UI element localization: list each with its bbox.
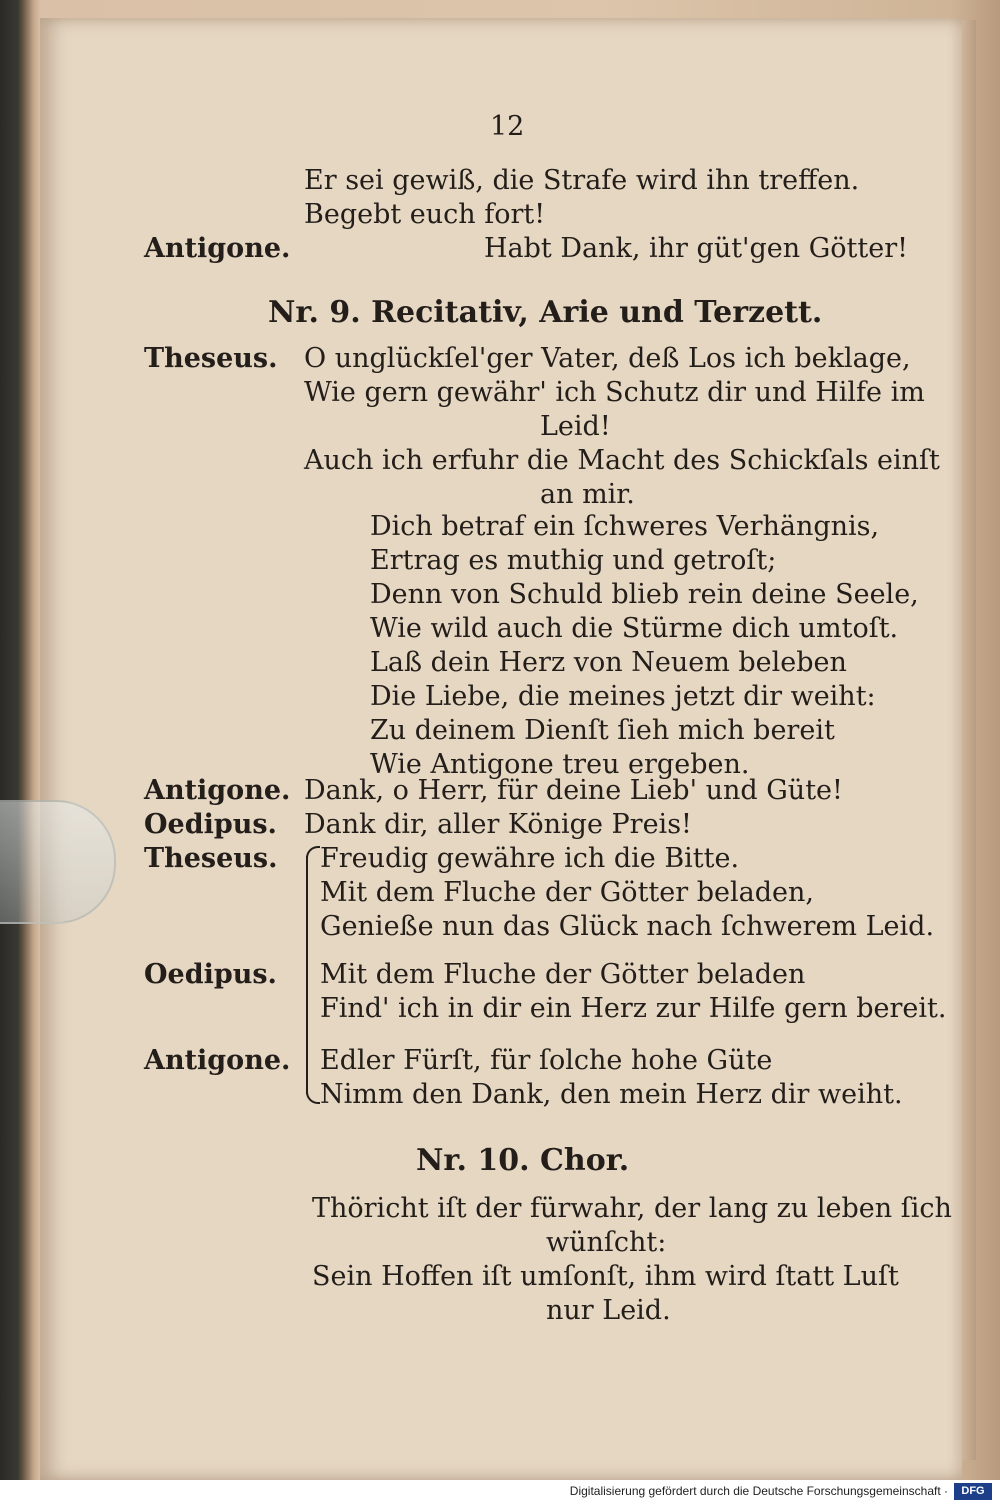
speaker-label: Oedipus. [144, 809, 277, 840]
text-line: O unglückſel'ger Vater, deß Los ich beklage, [304, 343, 911, 374]
speaker-label: Oedipus. [144, 959, 277, 990]
text-line: Dank, o Herr, für deine Lieb' und Güte! [304, 775, 843, 806]
page-edge [962, 20, 976, 1460]
dfg-logo: DFG [954, 1483, 992, 1500]
speaker-label: Antigone. [144, 233, 291, 264]
text-line: Wie Antigone treu ergeben. [370, 749, 750, 780]
text-line: Er sei gewiß, die Strafe wird ihn treffen. [304, 165, 860, 196]
text-line: wünſcht: [546, 1227, 667, 1258]
speaker-label: Antigone. [144, 1045, 291, 1076]
speaker-label: Antigone. [144, 775, 291, 806]
text-line: Edler Fürſt, für ſolche hohe Güte [320, 1045, 773, 1076]
text-line: an mir. [540, 479, 635, 510]
section-heading: Nr. 10. Chor. [416, 1143, 630, 1178]
text-line: Mit dem Fluche der Götter beladen [320, 959, 806, 990]
text-line: Dank dir, aller Könige Preis! [304, 809, 692, 840]
text-line: Begebt euch fort! [304, 199, 546, 230]
text-line: Wie wild auch die Stürme dich umtoſt. [370, 613, 899, 644]
text-line: Nimm den Dank, den mein Herz dir weiht. [320, 1079, 903, 1110]
text-line: Ertrag es muthig und getroſt; [370, 545, 777, 576]
plastic-clip [0, 800, 116, 924]
speaker-label: Theseus. [144, 843, 278, 874]
text-line: Habt Dank, ihr güt'gen Götter! [484, 233, 908, 264]
text-line: Genieße nun das Glück nach ſchwerem Leid. [320, 911, 935, 942]
text-line: Wie gern gewähr' ich Schutz dir und Hilfe im [304, 377, 925, 408]
text-line: Zu deinem Dienſt ſieh mich bereit [370, 715, 835, 746]
speaker-label: Theseus. [144, 343, 278, 374]
text-line: Dich betraf ein ſchweres Verhängnis, [370, 511, 880, 542]
text-line: Mit dem Fluche der Götter beladen, [320, 877, 814, 908]
brace [306, 856, 308, 1094]
text-line: Sein Hoffen iſt umſonſt, ihm wird ſtatt Luſt [312, 1261, 899, 1292]
section-heading: Nr. 9. Recitativ, Arie und Terzett. [268, 295, 823, 330]
text-line: nur Leid. [546, 1295, 671, 1326]
text-line: Leid! [540, 411, 611, 442]
footer-credit: Digitalisierung gefördert durch die Deutsche Forschungsgemeinschaft · [569, 1484, 948, 1498]
text-line: Die Liebe, die meines jetzt dir weiht: [370, 681, 876, 712]
text-line: Freudig gewähre ich die Bitte. [320, 843, 740, 874]
page-number: 12 [490, 111, 525, 142]
text-line: Thöricht iſt der fürwahr, der lang zu leben ſich [312, 1193, 952, 1224]
footer-bar [0, 1480, 1000, 1504]
text-line: Laß dein Herz von Neuem beleben [370, 647, 847, 678]
text-line: Denn von Schuld blieb rein deine Seele, [370, 579, 919, 610]
text-line: Auch ich erfuhr die Macht des Schickſals einſt [304, 445, 940, 476]
text-line: Find' ich in dir ein Herz zur Hilfe gern bereit. [320, 993, 947, 1024]
